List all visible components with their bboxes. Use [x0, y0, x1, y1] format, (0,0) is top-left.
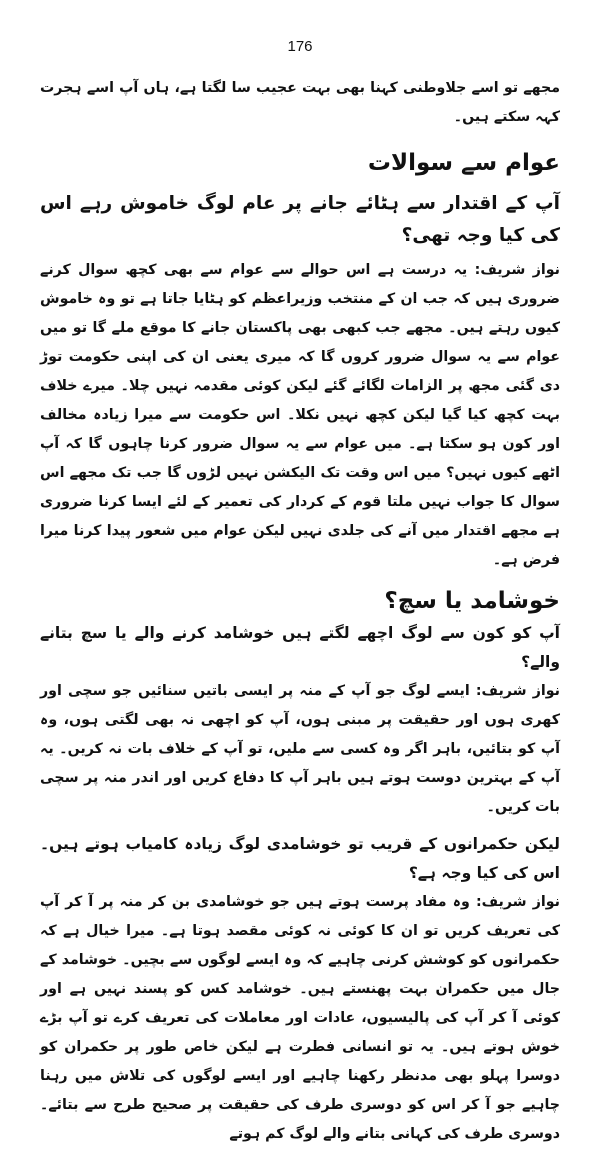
question-flatterers-success: لیکن حکمرانوں کے قریب تو خوشامدی لوگ زیادہ کامیاب ہوتے ہیں۔ اس کی کیا وجہ ہے؟: [40, 835, 560, 882]
question-public-silence: آپ کے اقتدار سے ہٹائے جانے پر عام لوگ خاموش رہے اس کی کیا وجہ تھی؟: [40, 193, 560, 246]
question-which-people: آپ کو کون سے لوگ اچھے لگتے ہیں خوشامد کرنے والے یا سچ بتانے والے؟: [40, 624, 560, 671]
page-content: [40, 74, 560, 1149]
answer-which-people: نواز شریف: ایسے لوگ جو آپ کے منہ پر ایسی باتیں سنائیں جو سچی اور کھری ہوں اور حقیقت پر مبنی ہوں، آپ کو اچھی نہ بھی لگتی ہوں، وہ آپ کو بتائیں، باہر اگر وہ کسی سے ملیں، تو آپ کے خلاف بات نہ کریں۔ یہ آپ کے بہترین دوست ہوتے ہیں باہر آپ کا دفاع کریں اور اندر منہ پر سچی بات کریں۔: [40, 683, 560, 815]
section-heading-flattery-or-truth: خوشامد یا سچ؟: [384, 588, 560, 614]
answer-flatterers-success: نواز شریف: وہ مفاد پرست ہوتے ہیں جو خوشامدی بن کر منہ پر آ کر آپ کی تعریف کریں تو ان کا کوئی نہ کوئی مقصد ہوتا ہے۔ میرا خیال ہے کہ حکمرانوں کو کوشش کرنی چاہیے کہ وہ ایسے لوگوں سے بچیں۔ خوشامد کے جال میں حکمران بہت پھنستے ہیں۔ خوشامد کس کو پسند نہیں ہے اور کوئی آ کر آپ کی پالیسیوں، عادات اور معاملات کی تعریف کرے تو آپ بڑے خوش ہوتے ہیں۔ یہ تو انسانی فطرت ہے لیکن خاص طور پر حکمران کو دوسرا پہلو بھی مدنظر رکھنا چاہیے اور ایسے لوگوں کی تلاش میں رہنا چاہیے جو آ کر اس کو دوسری طرف کی حقیقت پر صحیح طرح سے بتائے۔ دوسری طرف کی کہانی بتانے والے لوگ کم ہوتے: [40, 894, 560, 1142]
section-heading-public-questions: عوام سے سوالات: [367, 150, 560, 176]
answer-public-silence: نواز شریف: یہ درست ہے اس حوالے سے عوام سے بھی کچھ سوال کرنے ضروری ہیں کہ جب ان کے منتخب وزیراعظم کو ہٹایا جاتا ہے تو وہ خاموش کیوں رہتے ہیں۔ مجھے جب کبھی بھی پاکستان جانے کا موقع ملے گا تو میں عوام سے یہ سوال ضرور کروں گا کہ میری یعنی ان کی اپنی حکومت توڑ دی گئی مجھ پر الزامات لگائے گئے لیکن کوئی مقدمہ نہیں چلا۔ میرے خلاف بہت کچھ کیا گیا لیکن کچھ نہیں نکلا۔ اس حکومت سے میرا زیادہ مخالف اور کون ہو سکتا ہے۔ میں عوام سے یہ سوال ضرور کرنا چاہوں گا کہ آپ اٹھے کیوں نہیں؟ میں اس وقت تک الیکشن نہیں لڑوں گا جب تک مجھے اس سوال کا جواب نہیں ملتا قوم کے کردار کی تعمیر کے لئے ایسا کرنا ضروری ہے مجھے اقتدار میں آنے کی جلدی نہیں لیکن عوام میں شعور پیدا کرنا میرا فرض ہے۔: [40, 262, 560, 568]
intro-paragraph: مجھے تو اسے جلاوطنی کہنا بھی بہت عجیب سا لگتا ہے، ہاں آپ اسے ہجرت کہہ سکتے ہیں۔: [40, 80, 560, 125]
page-number: 176: [287, 38, 313, 55]
